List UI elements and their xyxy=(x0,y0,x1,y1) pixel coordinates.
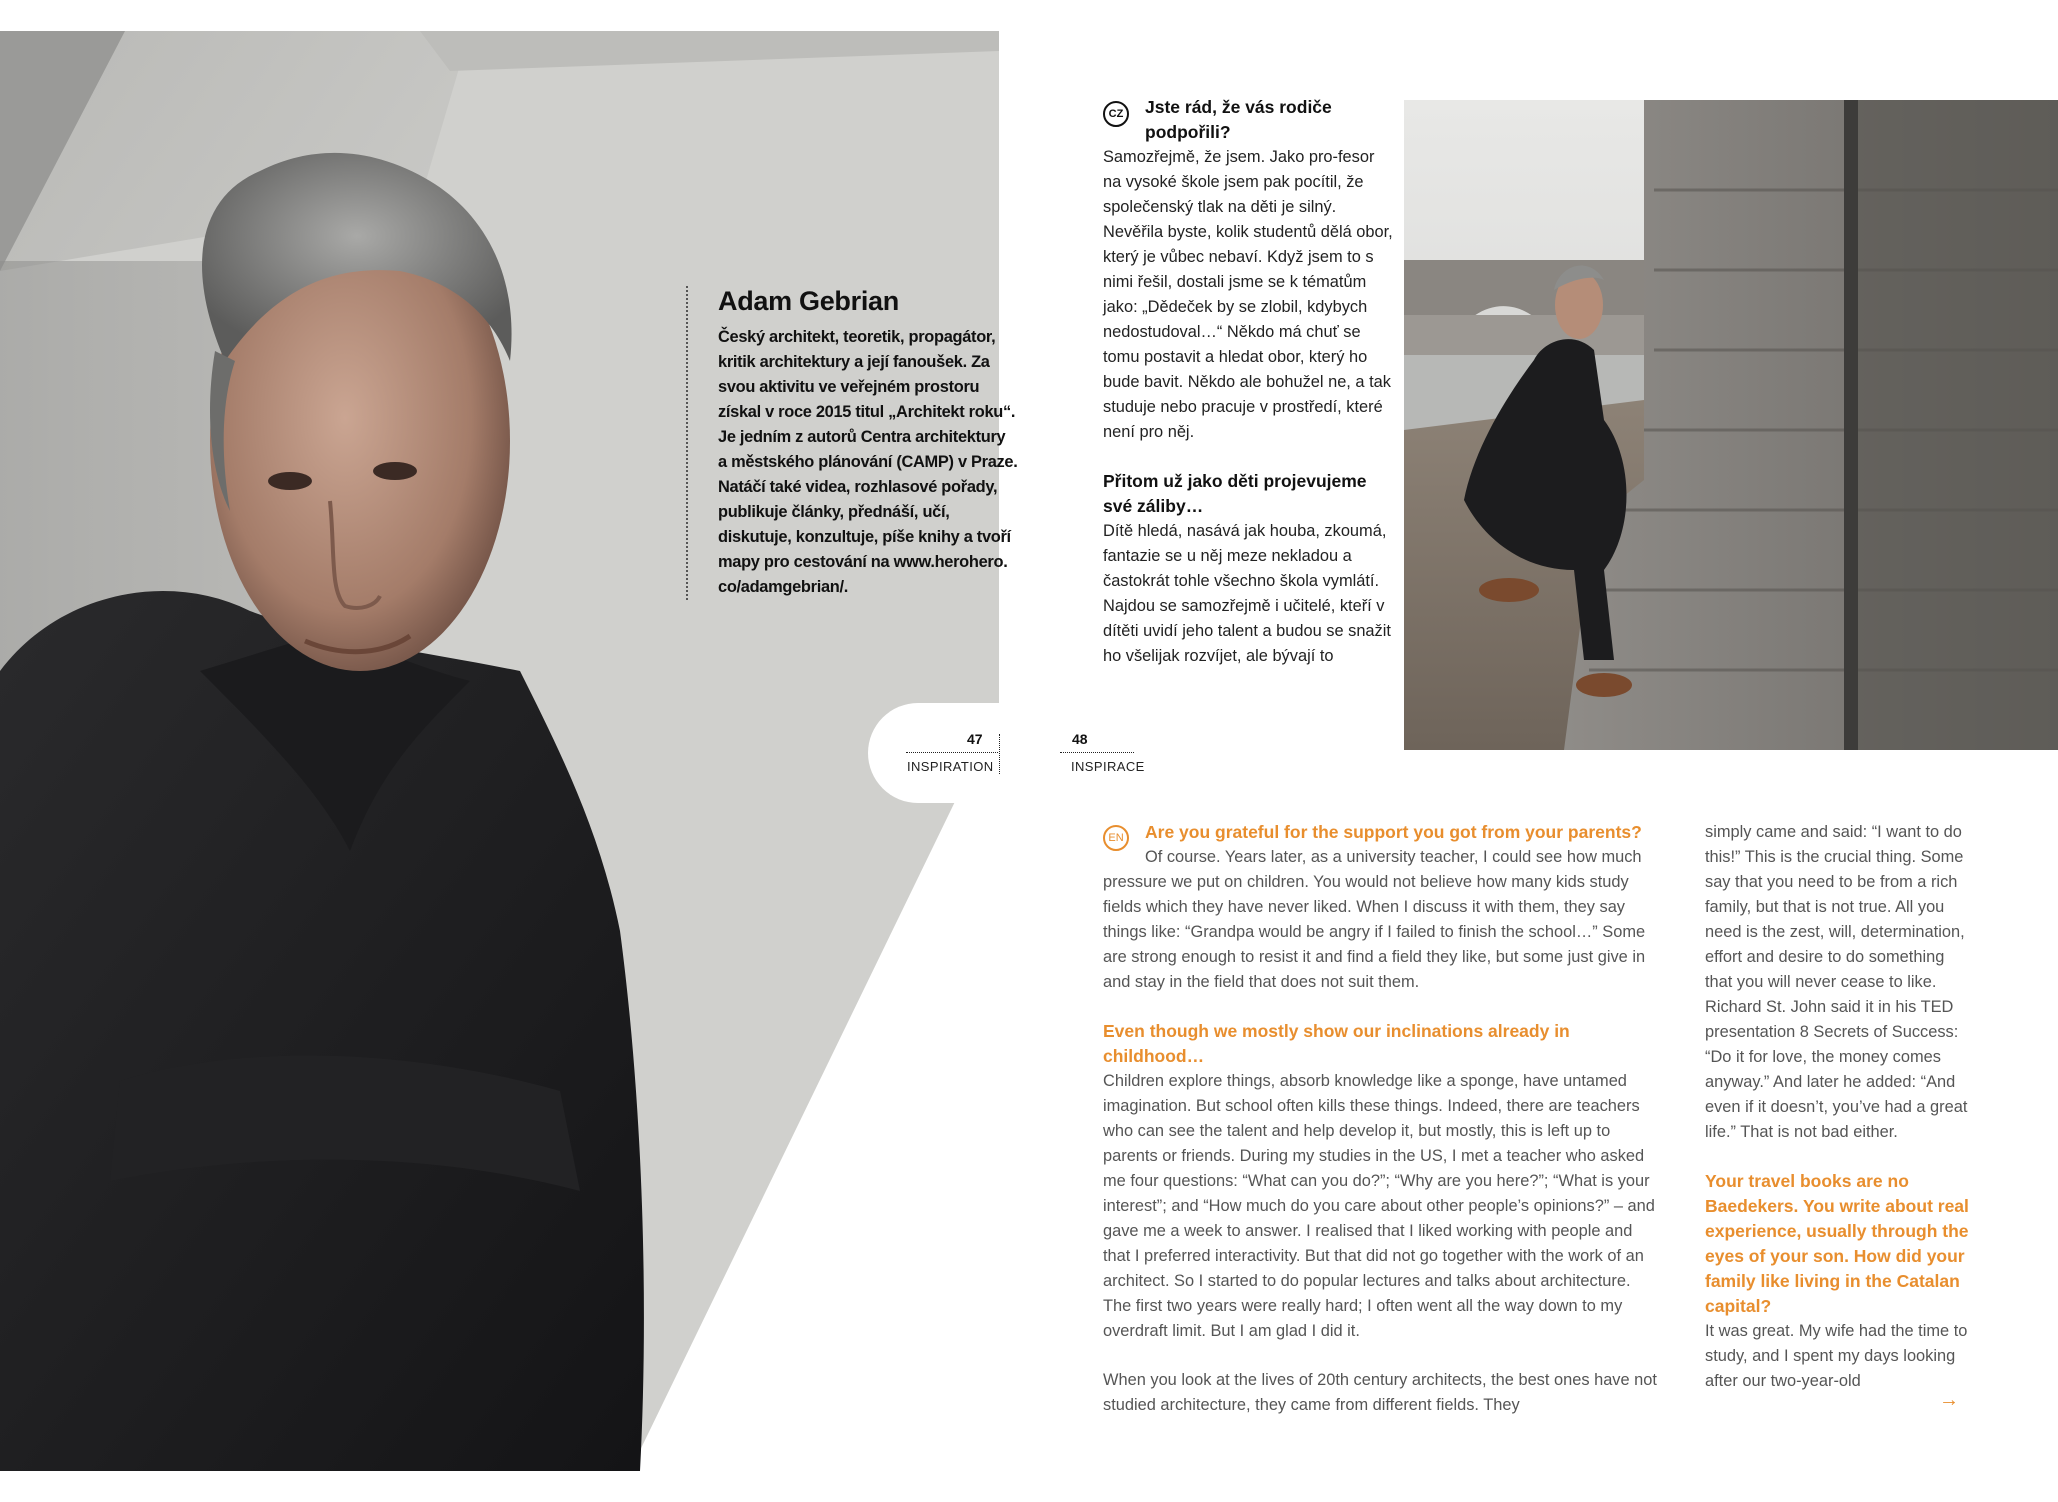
en-question-2: Even though we mostly show our inclinations already in childhood… xyxy=(1103,1021,1570,1066)
cz-question-2: Přitom už jako děti projevujeme své záliby… xyxy=(1103,471,1367,516)
czech-column xyxy=(1103,95,1393,669)
folio-bubble xyxy=(868,703,1128,803)
english-side-column xyxy=(1705,820,1975,1394)
portrait-photo-illustration xyxy=(0,31,999,1471)
portrait-photo xyxy=(0,31,999,1471)
continue-arrow-icon[interactable]: → xyxy=(1939,1389,1959,1411)
folio-rule-left xyxy=(906,752,998,753)
cz-language-badge: CZ xyxy=(1103,101,1129,127)
cz-answer-1: Samozřejmě, že jsem. Jako pro-fesor na vysoké škole jsem pak pocítil, že společenský tlak na děti je silný. Nevěřila byste, kolik studentů dělá obor, který je vůbec nebaví. Když jsem to s nimi řešil, dostali jsme se k tématům jako: „Dědeček by se zlobil, kdybych nedostudoval…“ Někdo má chuť se tomu postavit a hledat obor, který ho bude bavit. Někdo ale bohužel ne, a tak studuje nebo pracuje v prostředí, které není pro něj. xyxy=(1103,148,1393,441)
en-language-badge: EN xyxy=(1103,825,1129,851)
en-side-text-1: simply came and said: “I want to do this!” This is the crucial thing. Some say that you need to be from a rich family, but that is not true. All you need is the zest, will, determination, effort and desire to do something that you will never cease to like. Richard St. John said it in his TED presentation 8 Secrets of Success: “Do it for love, the money comes anyway.” And later he added: “And even if it doesn’t, you’ve had a great life.” That is not bad either. xyxy=(1705,823,1968,1141)
folio-rule-right xyxy=(1060,752,1134,753)
en-answer-1: Of course. Years later, as a university teacher, I could see how much pressure we put on children. You would not believe how many kids study fields which they have never liked. When I discuss it with them, they say things like: “Grandpa would be angry if I failed to finish the school…” Some are strong enough to resist it and find a field they like, but some just give in and stay in the field that does not suit them. xyxy=(1103,848,1646,991)
section-label-left: INSPIRATION xyxy=(907,759,994,774)
en-question-1-text: Are you grateful for the support you got from your parents? xyxy=(1145,822,1642,842)
bio-text: Český architekt, teoretik, propagátor, kritik architektury a její fanoušek. Za svou aktivitu ve veřejném prostoru získal v roce 2015 titul „Architekt roku“. Je jedním z autorů Centra architektury a městského plánování (CAMP) v Praze. Natáčí také videa, rozhlasové pořady, publikuje články, přednáší, učí, diskutuje, konzultuje, píše knihy a tvoří mapy pro cestování na www.herohero. co/adamgebrian/. xyxy=(718,328,1018,596)
en-question-1 xyxy=(1103,820,1663,845)
cz-question-1-text: Jste rád, že vás rodiče podpořili? xyxy=(1145,97,1332,142)
cz-answer-2: Dítě hledá, nasává jak houba, zkoumá, fantazie se u něj meze nekladou a častokrát tohle všechno škola vymlátí. Najdou se samozřejmě i učitelé, kteří v dítěti uvidí jeho talent a budou se snažit ho všelijak rozvíjet, ale bývají to xyxy=(1103,522,1391,665)
magazine-spread xyxy=(0,31,2058,1471)
en-side-text-2: It was great. My wife had the time to study, and I spent my days looking after our two-year-old xyxy=(1705,1322,1968,1390)
en-question-3: Your travel books are no Baedekers. You write about real experience, usually through the eyes of your son. How did your family like living in the Catalan capital? xyxy=(1705,1171,1969,1316)
bio-name: Adam Gebrian xyxy=(718,286,899,316)
english-main-column xyxy=(1103,820,1663,1418)
cz-question-1 xyxy=(1103,95,1393,145)
riverside-photo xyxy=(1404,100,2058,750)
en-answer-3: When you look at the lives of 20th century architects, the best ones have not studied architecture, they came from different fields. They xyxy=(1103,1371,1657,1414)
en-answer-2: Children explore things, absorb knowledge like a sponge, have untamed imagination. But school often kills these things. Indeed, there are teachers who can see the talent and help develop it, but mostly, this is left up to parents or friends. During my studies in the US, I met a teacher who asked me four questions: “What can you do?”; “Why are you here?”; “What is your interest”; and “How much do you care about other people’s opinions?” – and gave me a week to answer. I realised that I liked working with people and that I preferred interactivity. But that did not go together with the work of an architect. So I started to do popular lectures and talks about architecture. The first two years were really hard; I often went all the way down to my overdraft limit. But I am glad I did it. xyxy=(1103,1072,1655,1340)
author-bio xyxy=(686,286,1018,600)
page-number-left: 47 xyxy=(967,731,983,747)
page-number-right: 48 xyxy=(1072,731,1088,747)
riverside-photo-illustration xyxy=(1404,100,2058,750)
section-label-right: INSPIRACE xyxy=(1071,759,1145,774)
folio-divider xyxy=(999,734,1000,774)
